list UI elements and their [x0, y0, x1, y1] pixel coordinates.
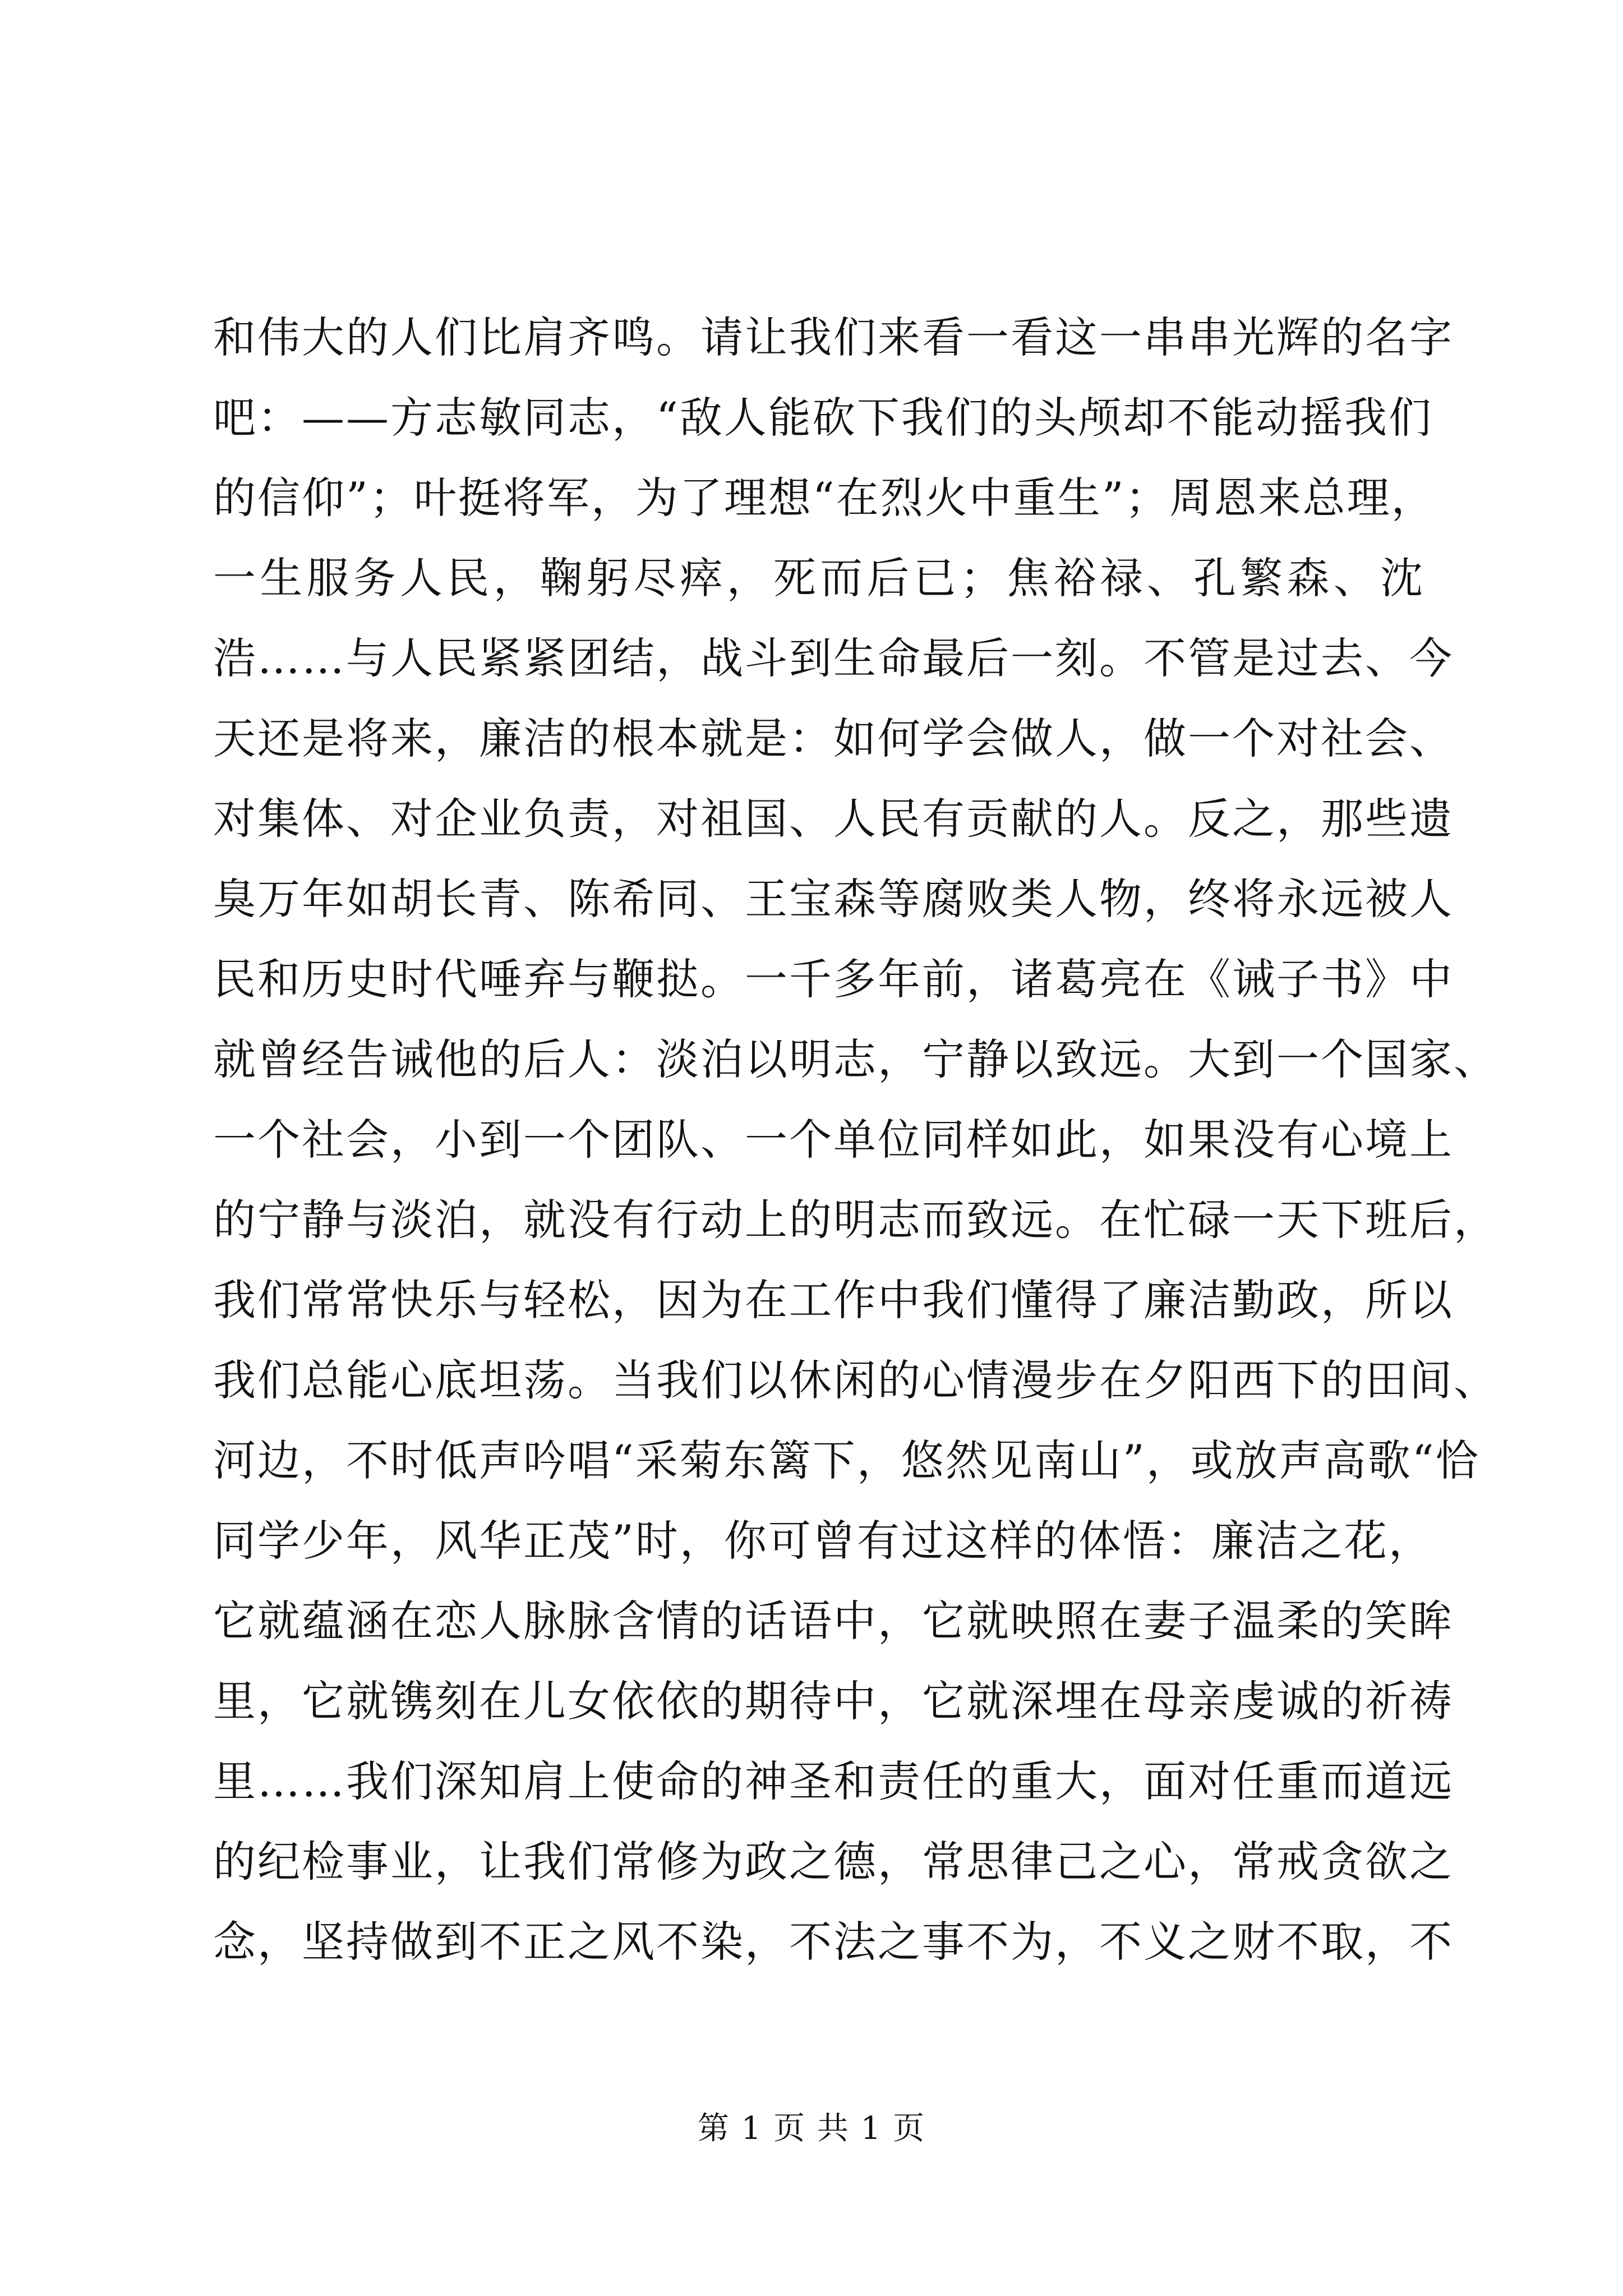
body-text: [213, 297, 1498, 1982]
text-line: 对集体、对企业负责，对祖国、人民有贡献的人。反之，那些遗: [213, 794, 1454, 844]
text-line: 的宁静与淡泊，就没有行动上的明志而致远。在忙碌一天下班后，: [213, 1195, 1498, 1245]
text-line: 它就蕴涵在恋人脉脉含情的话语中，它就映照在妻子温柔的笑眸: [213, 1596, 1454, 1646]
text-line: 我们总能心底坦荡。当我们以休闲的心情漫步在夕阳西下的田间、: [213, 1355, 1498, 1405]
text-line: 的信仰”；叶挺将军，为了理想“在烈火中重生”；周恩来总理，: [213, 473, 1436, 523]
text-line: 河边，不时低声吟唱“采菊东篱下，悠然见南山”，或放声高歌“恰: [213, 1435, 1480, 1485]
text-line: 和伟大的人们比肩齐鸣。请让我们来看一看这一串串光辉的名字: [213, 312, 1454, 362]
page-footer: [0, 2106, 1623, 2151]
text-line: 臭万年如胡长青、陈希同、王宝森等腐败类人物，终将永远被人: [213, 874, 1454, 924]
text-line: 一生服务人民，鞠躬尽瘁，死而后已；焦裕禄、孔繁森、沈: [213, 553, 1424, 603]
text-line: 我们常常快乐与轻松，因为在工作中我们懂得了廉洁勤政，所以: [213, 1275, 1454, 1325]
text-line: 就曾经告诫他的后人：淡泊以明志，宁静以致远。大到一个国家、: [213, 1034, 1498, 1084]
text-line: 里，它就镌刻在儿女依依的期待中，它就深埋在母亲虔诚的祈祷: [213, 1676, 1454, 1726]
page-number-label: 第 1 页 共 1 页: [697, 2110, 926, 2147]
text-line: 里……我们深知肩上使命的神圣和责任的重大，面对任重而道远: [213, 1756, 1454, 1806]
text-line: 民和历史时代唾弃与鞭挞。一千多年前，诸葛亮在《诫子书》中: [213, 954, 1454, 1004]
text-line: 同学少年，风华正茂”时，你可曾有过这样的体悟：廉洁之花，: [213, 1516, 1433, 1566]
text-line: 吧：——方志敏同志，“敌人能砍下我们的头颅却不能动摇我们: [213, 393, 1433, 443]
text-line: 浩……与人民紧紧团结，战斗到生命最后一刻。不管是过去、今: [213, 633, 1454, 683]
text-line: 的纪检事业，让我们常修为政之德，常思律己之心，常戒贪欲之: [213, 1837, 1454, 1887]
text-line: 天还是将来，廉洁的根本就是：如何学会做人，做一个对社会、: [213, 714, 1454, 763]
text-line: 念，坚持做到不正之风不染，不法之事不为，不义之财不取，不: [213, 1917, 1454, 1967]
text-line: 一个社会，小到一个团队、一个单位同样如此，如果没有心境上: [213, 1115, 1454, 1165]
